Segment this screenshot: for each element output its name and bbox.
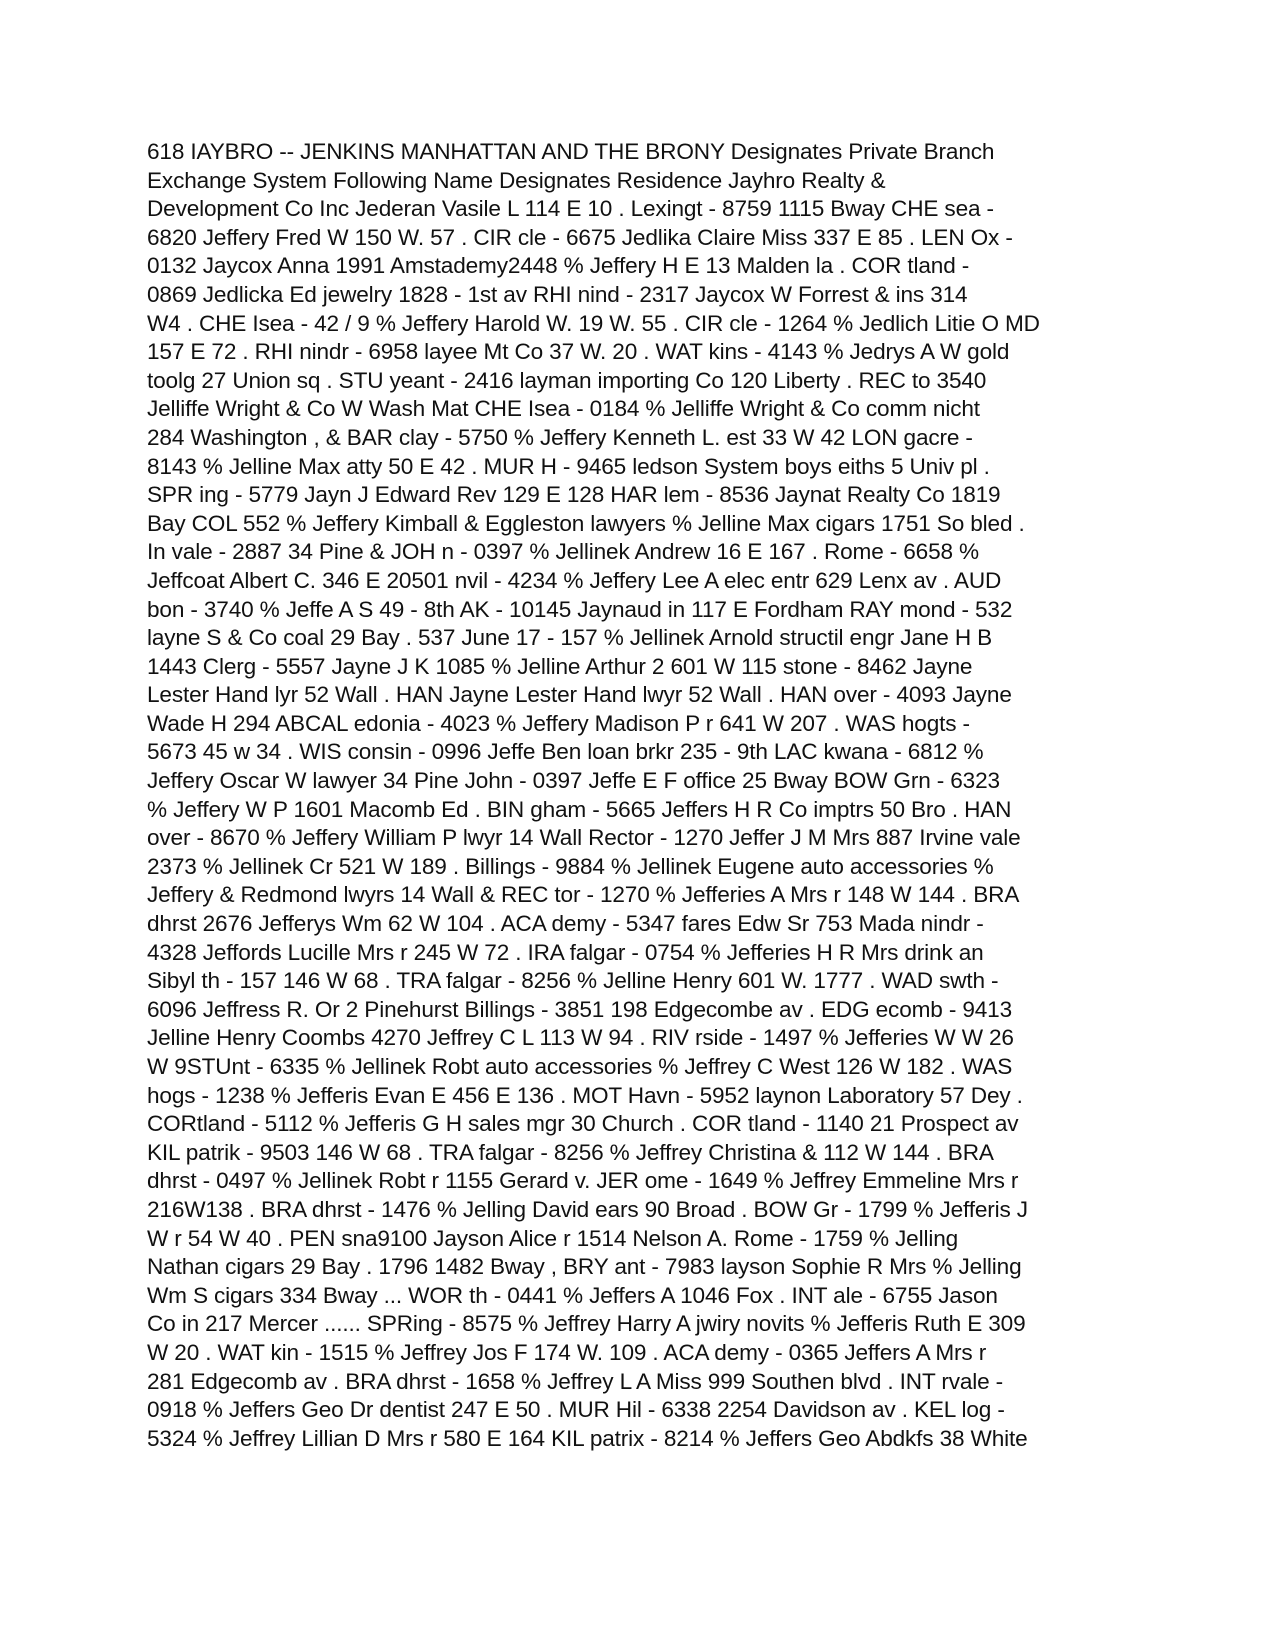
text-line: Exchange System Following Name Designates Residence Jayhro Realty & bbox=[147, 167, 886, 193]
text-line: dhrst - 0497 % Jellinek Robt r 1155 Gerard v. JER ome - 1649 % Jeffrey Emmeline Mrs r bbox=[147, 1168, 1019, 1194]
text-line: 1443 Clerg - 5557 Jayne J K 1085 % Jelline Arthur 2 601 W 115 stone - 8462 Jayne bbox=[147, 653, 973, 679]
text-line: Sibyl th - 157 146 W 68 . TRA falgar - 8256 % Jelline Henry 601 W. 1777 . WAD swth - bbox=[147, 968, 999, 994]
text-line: 157 E 72 . RHI nindr - 6958 layee Mt Co 37 W. 20 . WAT kins - 4143 % Jedrys A W gold bbox=[147, 339, 1010, 365]
text-line: 0869 Jedlicka Ed jewelry 1828 - 1st av RHI nind - 2317 Jaycox W Forrest & ins 314 bbox=[147, 281, 968, 307]
text-line: 6096 Jeffress R. Or 2 Pinehurst Billings - 3851 198 Edgecombe av . EDG ecomb - 9413 bbox=[147, 996, 1012, 1022]
text-line: 284 Washington , & BAR clay - 5750 % Jeffery Kenneth L. est 33 W 42 LON gacre - bbox=[147, 424, 973, 450]
text-line: Wm S cigars 334 Bway ... WOR th - 0441 % Jeffers A 1046 Fox . INT ale - 6755 Jason bbox=[147, 1282, 998, 1308]
text-line: Wade H 294 ABCAL edonia - 4023 % Jeffery Madison P r 641 W 207 . WAS hogts - bbox=[147, 710, 970, 736]
text-line: SPR ing - 5779 Jayn J Edward Rev 129 E 128 HAR lem - 8536 Jaynat Realty Co 1819 bbox=[147, 482, 1001, 508]
text-line: 8143 % Jelline Max atty 50 E 42 . MUR H - 9465 ledson System boys eiths 5 Univ pl . bbox=[147, 453, 990, 479]
text-line: 4328 Jeffords Lucille Mrs r 245 W 72 . IRA falgar - 0754 % Jefferies H R Mrs drink an bbox=[147, 939, 984, 965]
text-line: Jeffery & Redmond lwyrs 14 Wall & REC tor - 1270 % Jefferies A Mrs r 148 W 144 . BRA bbox=[147, 882, 1020, 908]
text-line: 6820 Jeffery Fred W 150 W. 57 . CIR cle - 6675 Jedlika Claire Miss 337 E 85 . LEN Ox - bbox=[147, 224, 1013, 250]
text-line: Jelliffe Wright & Co W Wash Mat CHE Isea - 0184 % Jelliffe Wright & Co comm nicht bbox=[147, 396, 980, 422]
text-line: over - 8670 % Jeffery William P lwyr 14 Wall Rector - 1270 Jeffer J M Mrs 887 Irvine vale bbox=[147, 825, 1021, 851]
text-line: W r 54 W 40 . PEN sna9100 Jayson Alice r 1514 Nelson A. Rome - 1759 % Jelling bbox=[147, 1225, 959, 1251]
text-line: bon - 3740 % Jeffe A S 49 - 8th AK - 10145 Jaynaud in 117 E Fordham RAY mond - 532 bbox=[147, 596, 1013, 622]
text-line: Lester Hand lyr 52 Wall . HAN Jayne Lester Hand lwyr 52 Wall . HAN over - 4093 Jayne bbox=[147, 682, 1012, 708]
text-line: 281 Edgecomb av . BRA dhrst - 1658 % Jeffrey L A Miss 999 Southen blvd . INT rvale - bbox=[147, 1368, 1004, 1394]
text-line: 0132 Jaycox Anna 1991 Amstademy2448 % Jeffery H E 13 Malden la . COR tland - bbox=[147, 253, 970, 279]
text-line: 5673 45 w 34 . WIS consin - 0996 Jeffe Ben loan brkr 235 - 9th LAC kwana - 6812 % bbox=[147, 739, 984, 765]
directory-text-block bbox=[147, 138, 1147, 1453]
text-line: Co in 217 Mercer ...... SPRing - 8575 % Jeffrey Harry A jwiry novits % Jefferis Ruth E 309 bbox=[147, 1311, 1026, 1337]
text-line: Jeffery Oscar W lawyer 34 Pine John - 0397 Jeffe E F office 25 Bway BOW Grn - 6323 bbox=[147, 768, 1000, 794]
text-line: 0918 % Jeffers Geo Dr dentist 247 E 50 . MUR Hil - 6338 2254 Davidson av . KEL log - bbox=[147, 1397, 1005, 1423]
text-line: In vale - 2887 34 Pine & JOH n - 0397 % Jellinek Andrew 16 E 167 . Rome - 6658 % bbox=[147, 539, 979, 565]
text-line: 618 IAYBRO -- JENKINS MANHATTAN AND THE BRONY Designates Private Branch bbox=[147, 139, 995, 164]
text-line: Jeffcoat Albert C. 346 E 20501 nvil - 4234 % Jeffery Lee A elec entr 629 Lenx av . AUD bbox=[147, 567, 1002, 593]
text-line: toolg 27 Union sq . STU yeant - 2416 layman importing Co 120 Liberty . REC to 3540 bbox=[147, 367, 987, 393]
text-line: % Jeffery W P 1601 Macomb Ed . BIN gham - 5665 Jeffers H R Co imptrs 50 Bro . HAN bbox=[147, 796, 1012, 822]
text-line: dhrst 2676 Jefferys Wm 62 W 104 . ACA demy - 5347 fares Edw Sr 753 Mada nindr - bbox=[147, 911, 984, 937]
text-line: layne S & Co coal 29 Bay . 537 June 17 - 157 % Jellinek Arnold structil engr Jane H B bbox=[147, 625, 993, 651]
text-line: W 20 . WAT kin - 1515 % Jeffrey Jos F 174 W. 109 . ACA demy - 0365 Jeffers A Mrs r bbox=[147, 1339, 987, 1365]
text-line: KIL patrik - 9503 146 W 68 . TRA falgar - 8256 % Jeffrey Christina & 112 W 144 . BRA bbox=[147, 1139, 994, 1165]
text-line: 2373 % Jellinek Cr 521 W 189 . Billings - 9884 % Jellinek Eugene auto accessories % bbox=[147, 853, 994, 879]
text-line: W 9STUnt - 6335 % Jellinek Robt auto accessories % Jeffrey C West 126 W 182 . WAS bbox=[147, 1054, 1013, 1079]
text-line: Development Co Inc Jederan Vasile L 114 E 10 . Lexingt - 8759 1115 Bway CHE sea - bbox=[147, 196, 994, 222]
text-line: 5324 % Jeffrey Lillian D Mrs r 580 E 164 KIL patrix - 8214 % Jeffers Geo Abdkfs 38 White bbox=[147, 1425, 1028, 1451]
text-line: 216W138 . BRA dhrst - 1476 % Jelling David ears 90 Broad . BOW Gr - 1799 % Jefferis J bbox=[147, 1196, 1028, 1222]
text-line: CORtland - 5112 % Jefferis G H sales mgr 30 Church . COR tland - 1140 21 Prospect av bbox=[147, 1111, 1019, 1137]
text-line: hogs - 1238 % Jefferis Evan E 456 E 136 . MOT Havn - 5952 laynon Laboratory 57 Dey . bbox=[147, 1082, 1023, 1108]
text-line: Nathan cigars 29 Bay . 1796 1482 Bway , BRY ant - 7983 layson Sophie R Mrs % Jelling bbox=[147, 1254, 1022, 1280]
text-line: Bay COL 552 % Jeffery Kimball & Eggleston lawyers % Jelline Max cigars 1751 So bled . bbox=[147, 510, 1025, 536]
text-line: W4 . CHE Isea - 42 / 9 % Jeffery Harold W. 19 W. 55 . CIR cle - 1264 % Jedlich Litie O MD bbox=[147, 310, 1040, 336]
text-line: Jelline Henry Coombs 4270 Jeffrey C L 113 W 94 . RIV rside - 1497 % Jefferies W W 26 bbox=[147, 1025, 1014, 1051]
